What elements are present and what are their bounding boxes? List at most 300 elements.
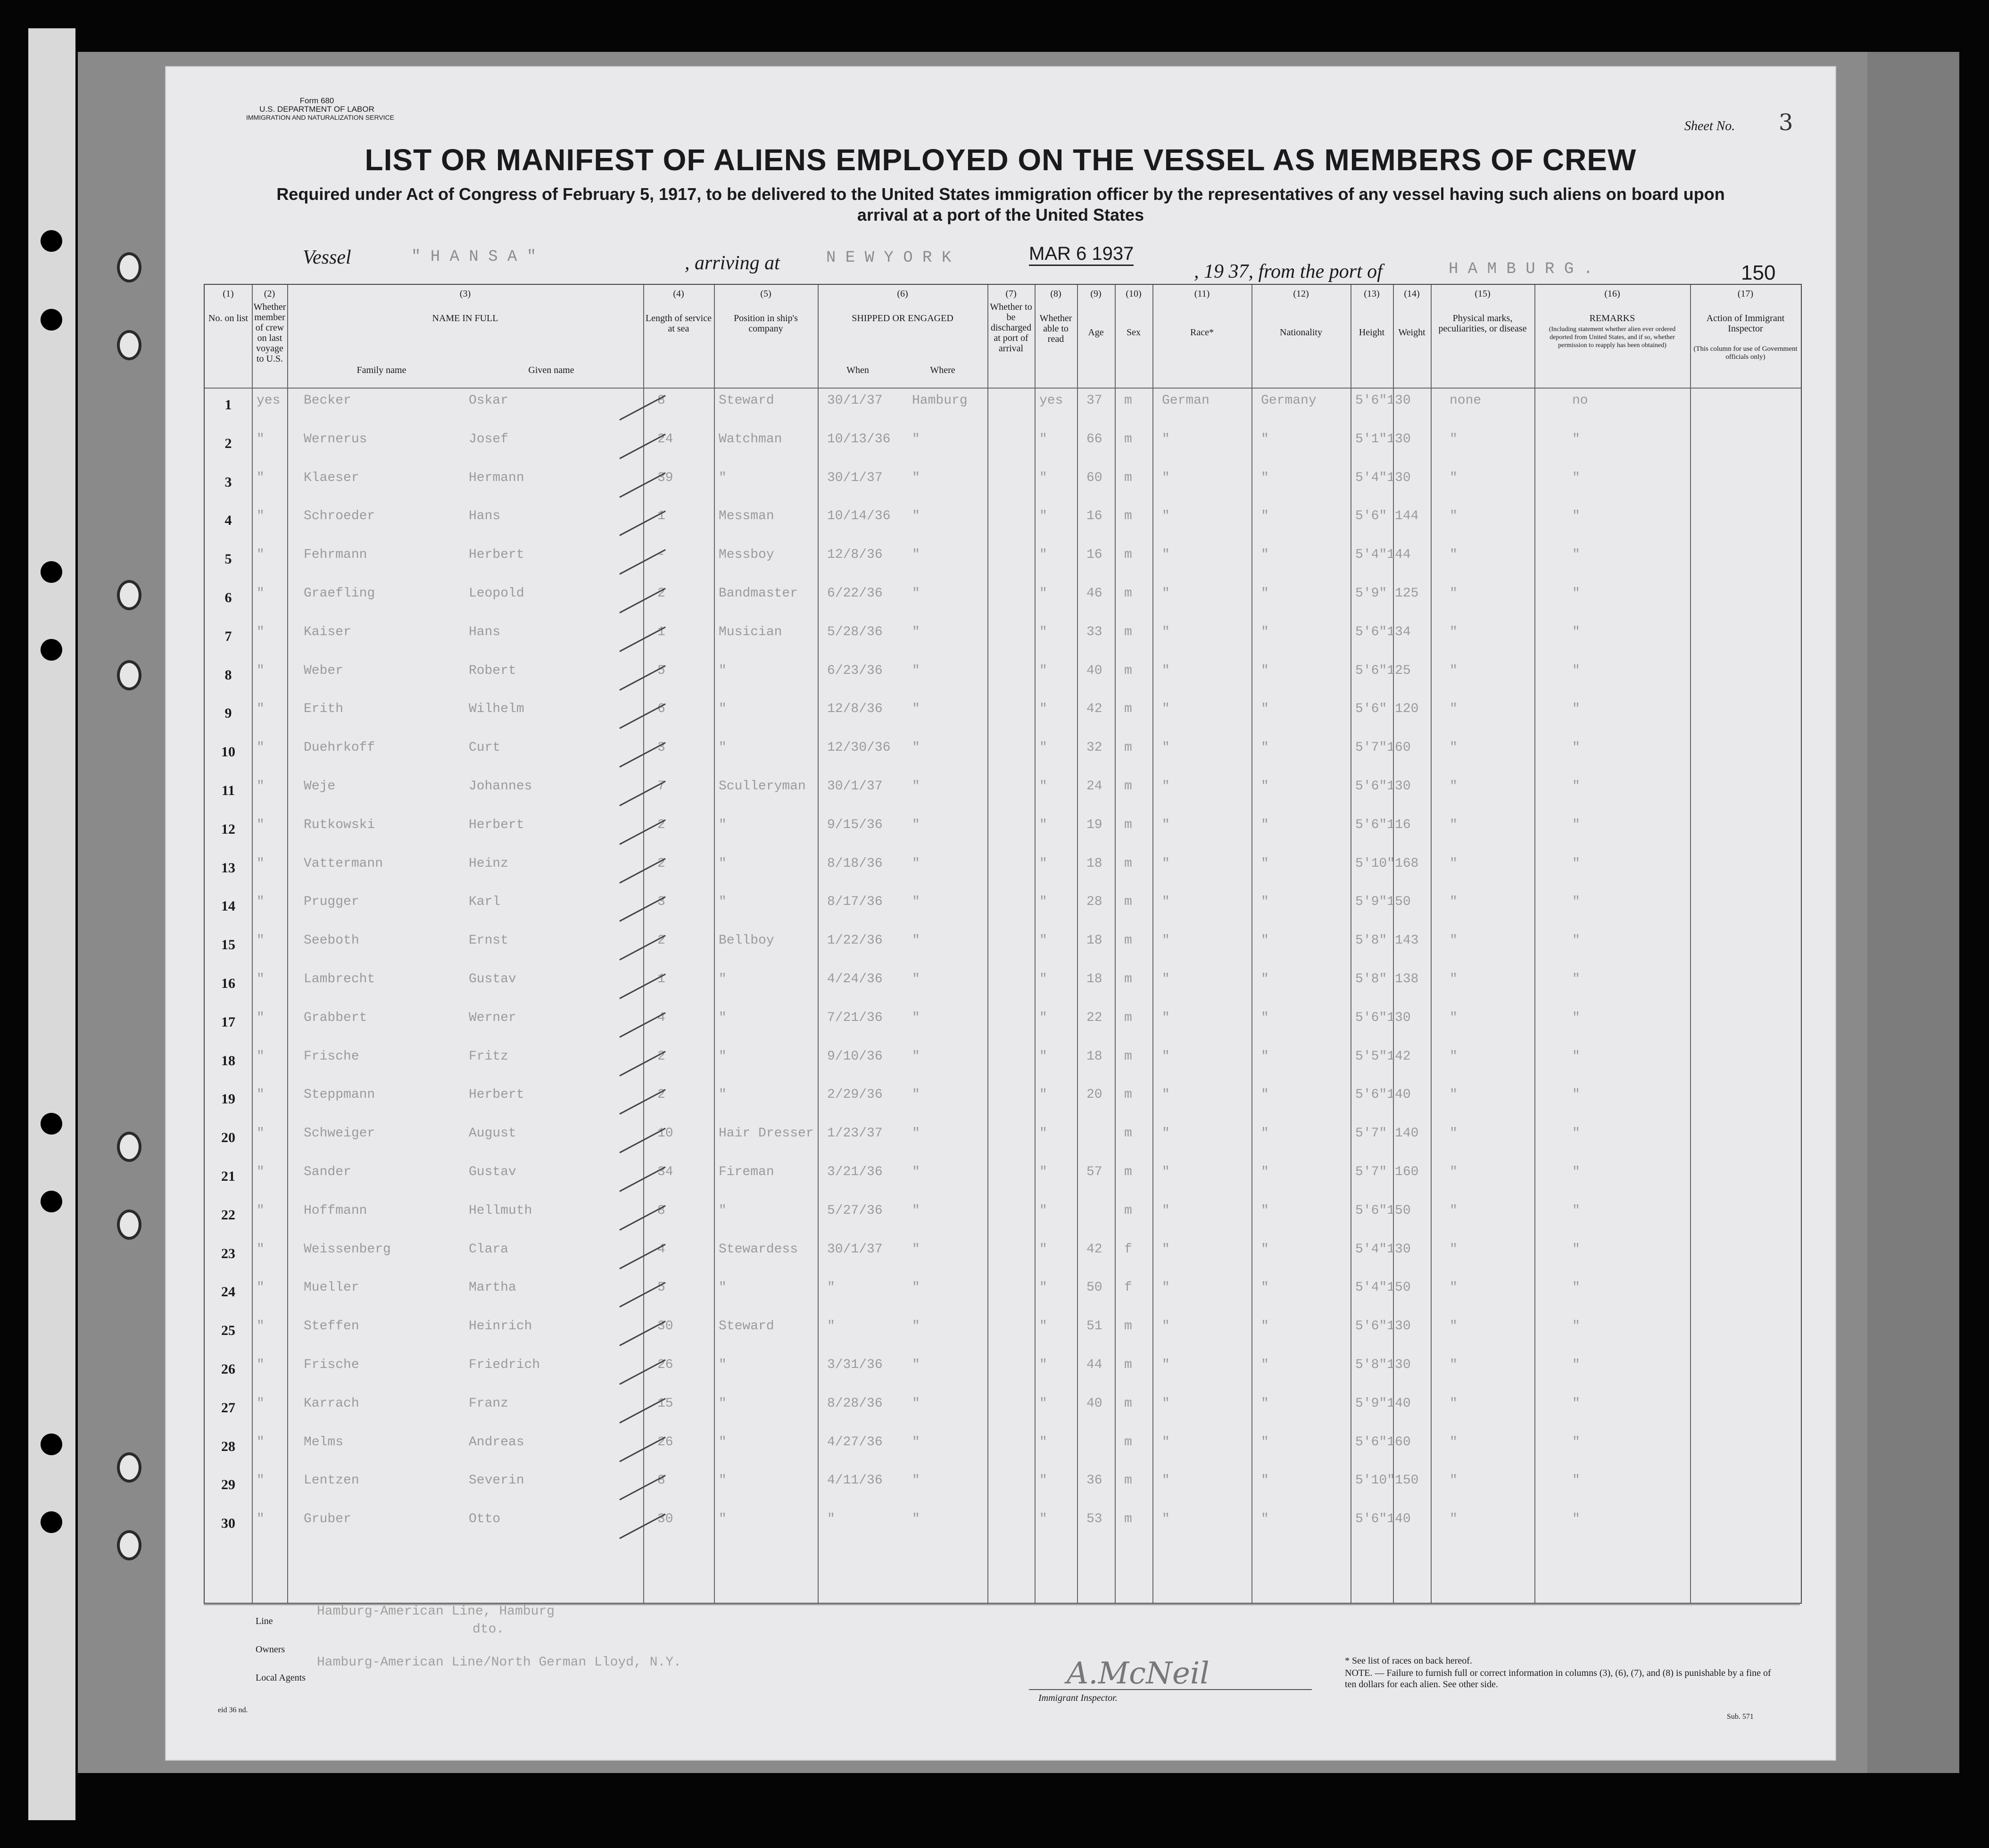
cell-prev: " (257, 1010, 265, 1025)
cell-prev: " (257, 586, 265, 601)
cell-sex: m (1124, 972, 1132, 986)
backing-board-edge (1867, 52, 1959, 1773)
cell-given: Andreas (469, 1434, 524, 1450)
cell-phys: " (1450, 1512, 1458, 1527)
row-number: 11 (221, 783, 235, 798)
cell-given: Herbert (469, 547, 524, 563)
col-11-number: (11) (1194, 289, 1210, 299)
cell-ht: 5'10"150 (1355, 1473, 1419, 1488)
owners-label: Owners (256, 1644, 285, 1655)
cell-phys: " (1450, 779, 1458, 794)
col-5-label: Position in ship's company (734, 313, 798, 334)
cell-read: " (1039, 1049, 1047, 1064)
cell-family: Schroeder (304, 509, 375, 524)
cell-ht: 5'6"150 (1355, 1203, 1411, 1218)
cell-when: 6/23/36 (827, 663, 883, 678)
cell-given: Herbert (469, 1087, 524, 1102)
cell-service: 6 (657, 702, 665, 717)
cell-where: " (912, 933, 920, 948)
col-13-label: Height (1359, 327, 1385, 338)
cell-prev: " (257, 1165, 265, 1179)
cell-service: 8 (657, 1473, 665, 1488)
cell-sex: m (1124, 933, 1132, 948)
cell-where: " (912, 740, 920, 755)
cell-rem: " (1572, 1087, 1580, 1102)
cell-given: Johannes (469, 779, 532, 794)
cell-phys: " (1450, 895, 1458, 910)
cell-prev: " (257, 740, 265, 755)
cell-where: " (912, 817, 920, 832)
cell-ht: 5'6"125 (1355, 663, 1411, 678)
cell-race: " (1162, 779, 1170, 794)
cell-where: " (912, 1242, 920, 1257)
cell-prev: " (257, 856, 265, 871)
cell-where: " (912, 1434, 920, 1450)
cell-given: Martha (469, 1280, 516, 1295)
cell-phys: " (1450, 586, 1458, 601)
cell-position: " (719, 1049, 727, 1064)
cell-age: 28 (1086, 895, 1102, 910)
cell-phys: " (1450, 1049, 1458, 1064)
cell-prev: " (257, 895, 265, 910)
cell-nat: " (1261, 702, 1269, 717)
cell-rem: " (1572, 431, 1580, 447)
cell-race: " (1162, 1319, 1170, 1334)
row-number: 3 (224, 474, 232, 490)
cell-when: 9/10/36 (827, 1049, 883, 1064)
cell-ht: 5'10"168 (1355, 856, 1419, 871)
cell-read: " (1039, 1087, 1047, 1102)
cell-position: Sculleryman (719, 779, 806, 794)
cell-ht: 5'6"116 (1355, 817, 1411, 832)
cell-sex: m (1124, 779, 1132, 794)
cell-when: 3/31/36 (827, 1358, 883, 1372)
inspector-note: (This column for use of Government officials only) (1693, 345, 1798, 361)
cell-age: 37 (1086, 393, 1102, 408)
cell-age: 20 (1086, 1087, 1102, 1102)
cell-race: " (1162, 1396, 1170, 1411)
cell-position: " (719, 895, 727, 910)
cell-family: Kaiser (304, 624, 351, 639)
col-8-label: Whether able to read (1039, 313, 1072, 344)
eyelet (117, 1210, 141, 1240)
cell-when: 12/8/36 (827, 702, 883, 717)
cell-service: - (657, 547, 665, 563)
cell-read: " (1039, 817, 1047, 832)
cell-sex: m (1124, 1087, 1132, 1102)
cell-rem: " (1572, 1396, 1580, 1411)
cell-nat: " (1261, 1473, 1269, 1488)
cell-family: Lentzen (304, 1473, 359, 1488)
cell-prev: " (257, 431, 265, 447)
cell-ht: 5'7" 140 (1355, 1126, 1419, 1141)
cell-family: Schweiger (304, 1126, 375, 1141)
cell-race: " (1162, 1242, 1170, 1257)
cell-where: " (912, 586, 920, 601)
cell-nat: " (1261, 1126, 1269, 1141)
cell-where: " (912, 702, 920, 717)
cell-when: " (827, 1280, 835, 1295)
cell-family: Vattermann (304, 856, 383, 871)
cell-position: " (719, 702, 727, 717)
cell-prev: " (257, 547, 265, 563)
cell-age: 36 (1086, 1473, 1102, 1488)
cell-service: 8 (657, 393, 665, 408)
service-name: IMMIGRATION AND NATURALIZATION SERVICE (246, 114, 394, 121)
col-16-number: (16) (1604, 289, 1620, 299)
cell-read: " (1039, 1165, 1047, 1179)
row-number: 9 (224, 705, 232, 721)
cell-position: " (719, 1280, 727, 1295)
cell-phys: " (1450, 1396, 1458, 1411)
cell-sex: m (1124, 817, 1132, 832)
cell-race: " (1162, 1512, 1170, 1527)
cell-read: " (1039, 1010, 1047, 1025)
cell-nat: " (1261, 509, 1269, 524)
cell-phys: " (1450, 1319, 1458, 1334)
cell-prev: " (257, 624, 265, 639)
cell-prev: " (257, 1280, 265, 1295)
cell-rem: " (1572, 509, 1580, 524)
cell-nat: " (1261, 1396, 1269, 1411)
cell-ht: 5'6"134 (1355, 624, 1411, 639)
cell-prev: " (257, 1126, 265, 1141)
date-stamp: MAR 6 1937 (1029, 243, 1134, 266)
cell-prev: " (257, 1512, 265, 1527)
cell-age: 18 (1086, 972, 1102, 986)
cell-given: Wilhelm (469, 702, 524, 717)
row-number: 8 (224, 667, 232, 683)
cell-family: Weje (304, 779, 336, 794)
cell-where: " (912, 431, 920, 447)
cell-where: " (912, 972, 920, 986)
cell-rem: " (1572, 624, 1580, 639)
row-number: 5 (224, 551, 232, 567)
cell-age: 33 (1086, 624, 1102, 639)
cell-when: 1/22/36 (827, 933, 883, 948)
cell-nat: " (1261, 1165, 1269, 1179)
cell-nat: " (1261, 431, 1269, 447)
cell-race: " (1162, 1473, 1170, 1488)
row-number: 28 (221, 1438, 235, 1454)
cell-nat: " (1261, 1512, 1269, 1527)
row-number: 24 (221, 1284, 235, 1300)
agents-label: Local Agents (256, 1673, 306, 1683)
cell-race: " (1162, 972, 1170, 986)
cell-ht: 5'6"130 (1355, 1319, 1411, 1334)
cell-position: " (719, 1010, 727, 1025)
cell-read: " (1039, 663, 1047, 678)
fine-note: NOTE. — Failure to furnish full or correct information in columns (3), (6), (7), and (8) is punishable by a fine of ten dollars for each alien. See other side. (1345, 1668, 1771, 1690)
cell-race: " (1162, 431, 1170, 447)
cell-phys: " (1450, 933, 1458, 948)
row-number: 2 (224, 435, 232, 451)
cell-ht: 5'8"130 (1355, 1358, 1411, 1372)
cell-where: " (912, 1396, 920, 1411)
cell-given: Hellmuth (469, 1203, 532, 1218)
row-number: 21 (221, 1168, 235, 1184)
cell-read: " (1039, 1126, 1047, 1141)
cell-read: " (1039, 1512, 1047, 1527)
cell-position: " (719, 1434, 727, 1450)
cell-ht: 5'7" 160 (1355, 1165, 1419, 1179)
cell-sex: m (1124, 1473, 1132, 1488)
cell-when: 4/24/36 (827, 972, 883, 986)
cell-nat: " (1261, 624, 1269, 639)
row-number: 16 (221, 976, 235, 991)
cell-service: 5 (657, 663, 665, 678)
cell-rem: " (1572, 1242, 1580, 1257)
cell-family: Hoffmann (304, 1203, 367, 1218)
cell-phys: " (1450, 470, 1458, 485)
cell-age: 18 (1086, 856, 1102, 871)
cell-race: " (1162, 547, 1170, 563)
cell-age: 40 (1086, 663, 1102, 678)
cell-phys: " (1450, 702, 1458, 717)
cell-given: Ernst (469, 933, 509, 948)
punch-hole (41, 639, 62, 661)
cell-position: " (719, 1358, 727, 1372)
cell-race: " (1162, 586, 1170, 601)
cell-sex: m (1124, 547, 1132, 563)
remarks-note: (Including statement whether alien ever ordered deported from United States, and if so, whether permission to reapply has been obtained) (1549, 326, 1676, 349)
given-name-header: Given name (528, 365, 574, 375)
cell-prev: " (257, 779, 265, 794)
cell-ht: 5'5"142 (1355, 1049, 1411, 1064)
cell-position: Steward (719, 1319, 774, 1334)
cell-nat: " (1261, 933, 1269, 948)
cell-given: Heinz (469, 856, 509, 871)
cell-ht: 5'7"160 (1355, 740, 1411, 755)
cell-family: Rutkowski (304, 817, 375, 832)
cell-read: " (1039, 895, 1047, 910)
cell-family: Prugger (304, 895, 359, 910)
cell-rem: " (1572, 702, 1580, 717)
cell-prev: " (257, 509, 265, 524)
row-number: 19 (221, 1091, 235, 1107)
cell-prev: yes (257, 393, 281, 408)
cell-race: " (1162, 663, 1170, 678)
cell-service: 1 (657, 972, 665, 986)
cell-sex: m (1124, 740, 1132, 755)
cell-given: Werner (469, 1010, 516, 1025)
cell-family: Melms (304, 1434, 344, 1450)
cell-when: 3/21/36 (827, 1165, 883, 1179)
cell-service: 10 (657, 1126, 673, 1141)
cell-rem: " (1572, 547, 1580, 563)
cell-phys: " (1450, 1280, 1458, 1295)
cell-sex: m (1124, 663, 1132, 678)
cell-ht: 5'8" 143 (1355, 933, 1419, 948)
cell-family: Seeboth (304, 933, 359, 948)
col-2-label: Whether member of crew on last voyage to U.S. (253, 302, 286, 364)
col-7-number: (7) (1005, 289, 1017, 299)
cell-nat: " (1261, 547, 1269, 563)
cell-family: Fehrmann (304, 547, 367, 563)
cell-where: " (912, 1087, 920, 1102)
vessel-name: " H A N S A " (411, 248, 537, 266)
vessel-label: Vessel (303, 247, 351, 268)
cell-when: 4/27/36 (827, 1434, 883, 1450)
cell-nat: " (1261, 1358, 1269, 1372)
cell-sex: m (1124, 1434, 1132, 1450)
col-17-number: (17) (1737, 289, 1754, 299)
cell-race: " (1162, 1165, 1170, 1179)
cell-nat: " (1261, 1319, 1269, 1334)
cell-position: " (719, 740, 727, 755)
cell-service: 5 (657, 1280, 665, 1295)
cell-read: " (1039, 1280, 1047, 1295)
cell-service: 1 (657, 509, 665, 524)
cell-service: 1 (657, 624, 665, 639)
cell-phys: " (1450, 856, 1458, 871)
col-10-number: (10) (1126, 289, 1142, 299)
punch-hole (41, 1113, 62, 1135)
cell-rem: " (1572, 740, 1580, 755)
cell-sex: m (1124, 1010, 1132, 1025)
col-9-label: Age (1088, 327, 1104, 338)
cell-age: 50 (1086, 1280, 1102, 1295)
cell-rem: " (1572, 972, 1580, 986)
cell-age: 60 (1086, 470, 1102, 485)
cell-sex: m (1124, 470, 1132, 485)
cell-read: " (1039, 702, 1047, 717)
cell-position: Steward (719, 393, 774, 408)
cell-family: Grabbert (304, 1010, 367, 1025)
cell-nat: " (1261, 817, 1269, 832)
cell-service: 30 (657, 1319, 673, 1334)
cell-sex: m (1124, 431, 1132, 447)
cell-rem: " (1572, 1512, 1580, 1527)
cell-phys: " (1450, 624, 1458, 639)
cell-given: Clara (469, 1242, 509, 1257)
cell-service: 26 (657, 1434, 673, 1450)
sub-mark: Sub. 571 (1727, 1713, 1754, 1721)
family-name-header: Family name (356, 365, 406, 375)
col-1-number: (1) (223, 289, 234, 299)
cell-race: " (1162, 509, 1170, 524)
cell-read: " (1039, 431, 1047, 447)
cell-age: 53 (1086, 1512, 1102, 1527)
cell-age: 32 (1086, 740, 1102, 755)
cell-given: Gustav (469, 1165, 516, 1179)
cell-age: 42 (1086, 702, 1102, 717)
cell-rem: " (1572, 1049, 1580, 1064)
cell-position: Musician (719, 624, 782, 639)
row-number: 1 (224, 397, 232, 413)
cell-where: " (912, 663, 920, 678)
cell-given: Oskar (469, 393, 509, 408)
cell-ht: 5'4"144 (1355, 547, 1411, 563)
cell-sex: m (1124, 1512, 1132, 1527)
cell-race: " (1162, 624, 1170, 639)
cell-rem: " (1572, 817, 1580, 832)
cell-given: Robert (469, 663, 516, 678)
cell-given: Josef (469, 431, 509, 447)
manifest-sheet (165, 66, 1836, 1761)
cell-phys: " (1450, 663, 1458, 678)
race-note: * See list of races on back hereof. (1345, 1656, 1472, 1666)
cell-sex: m (1124, 509, 1132, 524)
cell-given: Gustav (469, 972, 516, 986)
cell-family: Frische (304, 1358, 359, 1372)
cell-given: Heinrich (469, 1319, 532, 1334)
cell-rem: " (1572, 586, 1580, 601)
cell-rem: " (1572, 779, 1580, 794)
cell-race: " (1162, 933, 1170, 948)
cell-position: Bellboy (719, 933, 774, 948)
col-13-number: (13) (1364, 289, 1380, 299)
punch-hole (41, 1191, 62, 1212)
cell-ht: 5'6"140 (1355, 1512, 1411, 1527)
cell-when: 30/1/37 (827, 779, 883, 794)
cell-phys: " (1450, 1473, 1458, 1488)
eyelet (117, 252, 141, 282)
cell-position: Stewardess (719, 1242, 798, 1257)
cell-position: " (719, 1473, 727, 1488)
cell-race: " (1162, 1049, 1170, 1064)
cell-service: 3 (657, 740, 665, 755)
col-9-number: (9) (1090, 289, 1102, 299)
cell-phys: " (1450, 1087, 1458, 1102)
cell-where: " (912, 624, 920, 639)
cell-sex: m (1124, 702, 1132, 717)
cell-nat: " (1261, 586, 1269, 601)
cell-phys: " (1450, 817, 1458, 832)
cell-phys: " (1450, 431, 1458, 447)
cell-nat: " (1261, 663, 1269, 678)
cell-prev: " (257, 1203, 265, 1218)
row-number: 30 (221, 1516, 235, 1532)
cell-sex: m (1124, 393, 1132, 408)
cell-race: German (1162, 393, 1210, 408)
line-label: Line (256, 1616, 273, 1626)
col-12-number: (12) (1293, 289, 1309, 299)
inspector-label: Immigrant Inspector. (1038, 1693, 1118, 1703)
col-6-number: (6) (897, 289, 908, 299)
cell-service: 2 (657, 933, 665, 948)
cell-rem: " (1572, 663, 1580, 678)
cell-race: " (1162, 856, 1170, 871)
cell-when: 8/28/36 (827, 1396, 883, 1411)
cell-where: " (912, 779, 920, 794)
cell-read: " (1039, 779, 1047, 794)
cell-prev: " (257, 1319, 265, 1334)
cell-position: " (719, 817, 727, 832)
cell-age: 18 (1086, 933, 1102, 948)
cell-family: Gruber (304, 1512, 351, 1527)
cell-where: " (912, 1358, 920, 1372)
cell-phys: " (1450, 972, 1458, 986)
cell-position: Messman (719, 509, 774, 524)
col-11-label: Race* (1190, 327, 1214, 338)
cell-prev: " (257, 972, 265, 986)
col-1-label: No. on list (208, 313, 248, 323)
cell-position: Fireman (719, 1165, 774, 1179)
cell-given: Friedrich (469, 1358, 540, 1372)
cell-position: Messboy (719, 547, 774, 563)
cell-race: " (1162, 1434, 1170, 1450)
col-6-label: SHIPPED OR ENGAGED (852, 313, 953, 323)
cell-sex: m (1124, 1126, 1132, 1141)
cell-phys: " (1450, 1358, 1458, 1372)
cell-when: 1/23/37 (827, 1126, 883, 1141)
cell-prev: " (257, 1434, 265, 1450)
cell-when: 30/1/37 (827, 393, 883, 408)
cell-service: 2 (657, 1087, 665, 1102)
cell-nat: " (1261, 972, 1269, 986)
cell-family: Steffen (304, 1319, 359, 1334)
